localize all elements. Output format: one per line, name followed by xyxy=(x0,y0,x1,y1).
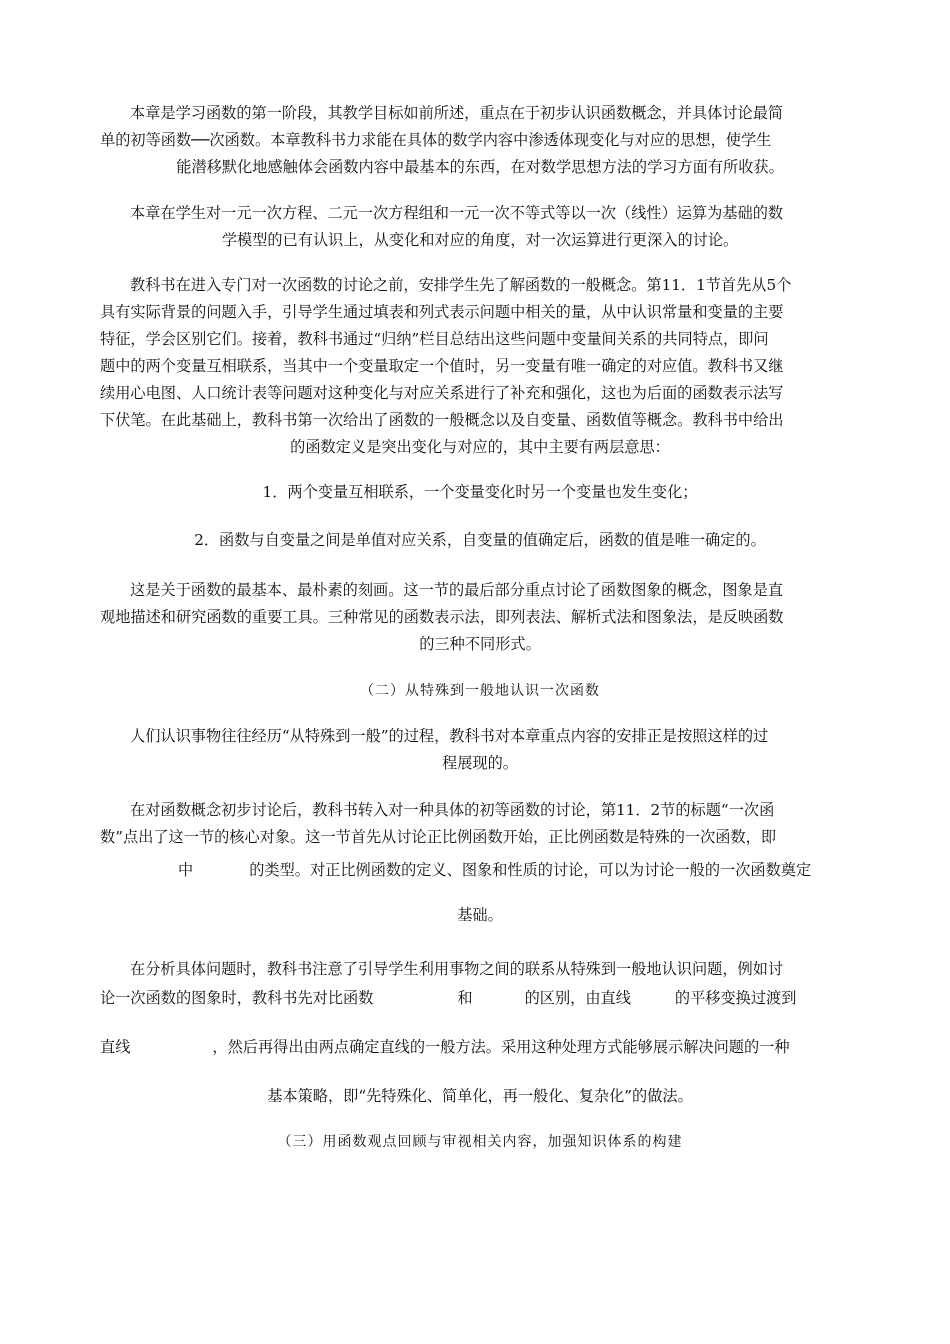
text-line: 程展现的。 xyxy=(442,754,518,772)
text-line: 题中的两个变量互相联系，当其中一个变量取定一个值时，另一变量有唯一确定的对应值。教科书又继 xyxy=(100,357,784,375)
text-fragment: 的类型。对正比例函数的定义、图象和性质的讨论，可以为讨论一般的一次函数奠定 xyxy=(249,861,812,879)
text-line-with-formula xyxy=(100,1034,860,1061)
text-fragment: 直线 xyxy=(100,1038,131,1056)
text-line: 下伏笔。在此基础上，教科书第一次给出了函数的一般概念以及自变量、函数值等概念。教科书中给出 xyxy=(100,411,784,429)
text-line: 续用心电图、人口统计表等问题对这种变化与对应关系进行了补充和强化，这也为后面的函数表示法写 xyxy=(100,384,784,402)
text-fragment: 和 xyxy=(457,989,473,1007)
text-line: 基本策略，即“先特殊化、简单化，再一般化、复杂化”的做法。 xyxy=(267,1087,693,1105)
paragraph-basis xyxy=(100,200,860,254)
text-line: 本章是学习函数的第一阶段，其教学目标如前所述，重点在于初步认识函数概念，并具体讨论最简 xyxy=(130,104,784,122)
text-line: 1．两个变量互相联系，一个变量变化时另一个变量也发生变化； xyxy=(262,483,698,501)
section-heading: （二）从特殊到一般地认识一次函数 xyxy=(360,683,600,699)
text-line-with-formula xyxy=(100,985,860,1012)
text-line: 本章在学生对一元一次方程、二元一次方程组和一元一次不等式等以一次（线性）运算为基础的数 xyxy=(130,204,784,222)
text-line: 的函数定义是突出变化与对应的，其中主要有两层意思： xyxy=(290,438,670,456)
text-line: 单的初等函数──次函数。本章教科书力求能在具体的数学内容中渗透体现变化与对应的思想，使学生 xyxy=(100,131,772,149)
list-item xyxy=(100,479,860,506)
text-fragment: 论一次函数的图象时，教科书先对比函数 xyxy=(100,989,374,1007)
text-line: 在对函数概念初步讨论后，教科书转入对一种具体的初等函数的讨论，第11．2节的标题“一次函 xyxy=(130,801,775,819)
text-line: 观地描述和研究函数的重要工具。三种常见的函数表示法，即列表法、解析式法和图象法，是反映函数 xyxy=(100,608,784,626)
text-line: 2．函数与自变量之间是单值对应关系，自变量的值确定后，函数的值是唯一确定的。 xyxy=(194,531,766,549)
text-line: 学模型的已有认识上，从变化和对应的角度，对一次运算进行更深入的讨论。 xyxy=(221,231,739,249)
text-line: 具有实际背景的问题入手，引导学生通过填表和列式表示问题中相关的量，从中认识常量和变量的主要 xyxy=(100,303,784,321)
text-line: 特征，学会区别它们。接着，教科书通过“归纳”栏目总结出这些问题中变量间关系的共同特点，即问 xyxy=(100,330,769,348)
paragraph-special-to-general xyxy=(100,723,860,777)
paragraph-intro xyxy=(100,100,860,181)
paragraph-graph xyxy=(100,577,860,658)
text-line: 能潜移默化地感触体会函数内容中最基本的东西，在对数学思想方法的学习方面有所收获。 xyxy=(176,158,784,176)
text-fragment: 的平移变换过渡到 xyxy=(674,989,797,1007)
paragraph-graph-analysis xyxy=(100,956,860,1110)
text-line: 这是关于函数的最基本、最朴素的刻画。这一节的最后部分重点讨论了函数图象的概念，图象是直 xyxy=(130,581,784,599)
text-line: 的三种不同形式。 xyxy=(419,635,541,653)
paragraph-function-concept xyxy=(100,272,860,461)
text-line: 在分析具体问题时，教科书注意了引导学生利用事物之间的联系从特殊到一般地认识问题，例如讨 xyxy=(130,960,784,978)
text-line: 数”点出了这一节的核心对象。这一节首先从讨论正比例函数开始，正比例函数是特殊的一次函数，即 xyxy=(100,828,777,846)
text-line-with-formula xyxy=(100,857,860,884)
list-item xyxy=(100,527,860,554)
paragraph-linear-function xyxy=(100,797,860,929)
text-fragment: ，然后再得出由两点确定直线的一般方法。采用这种处理方式能够展示解决问题的一种 xyxy=(212,1038,790,1056)
text-line: 教科书在进入专门对一次函数的讨论之前，安排学生先了解函数的一般概念。第11．1节首先从5个 xyxy=(130,276,792,294)
text-fragment: 中 xyxy=(178,861,194,879)
text-line: 人们认识事物往往经历“从特殊到一般”的过程，教科书对本章重点内容的安排正是按照这样的过 xyxy=(130,727,769,745)
text-fragment: 的区别，由直线 xyxy=(524,989,631,1007)
text-line: 基础。 xyxy=(457,906,503,924)
section-heading: （三）用函数观点回顾与审视相关内容，加强知识体系的构建 xyxy=(277,1134,683,1150)
